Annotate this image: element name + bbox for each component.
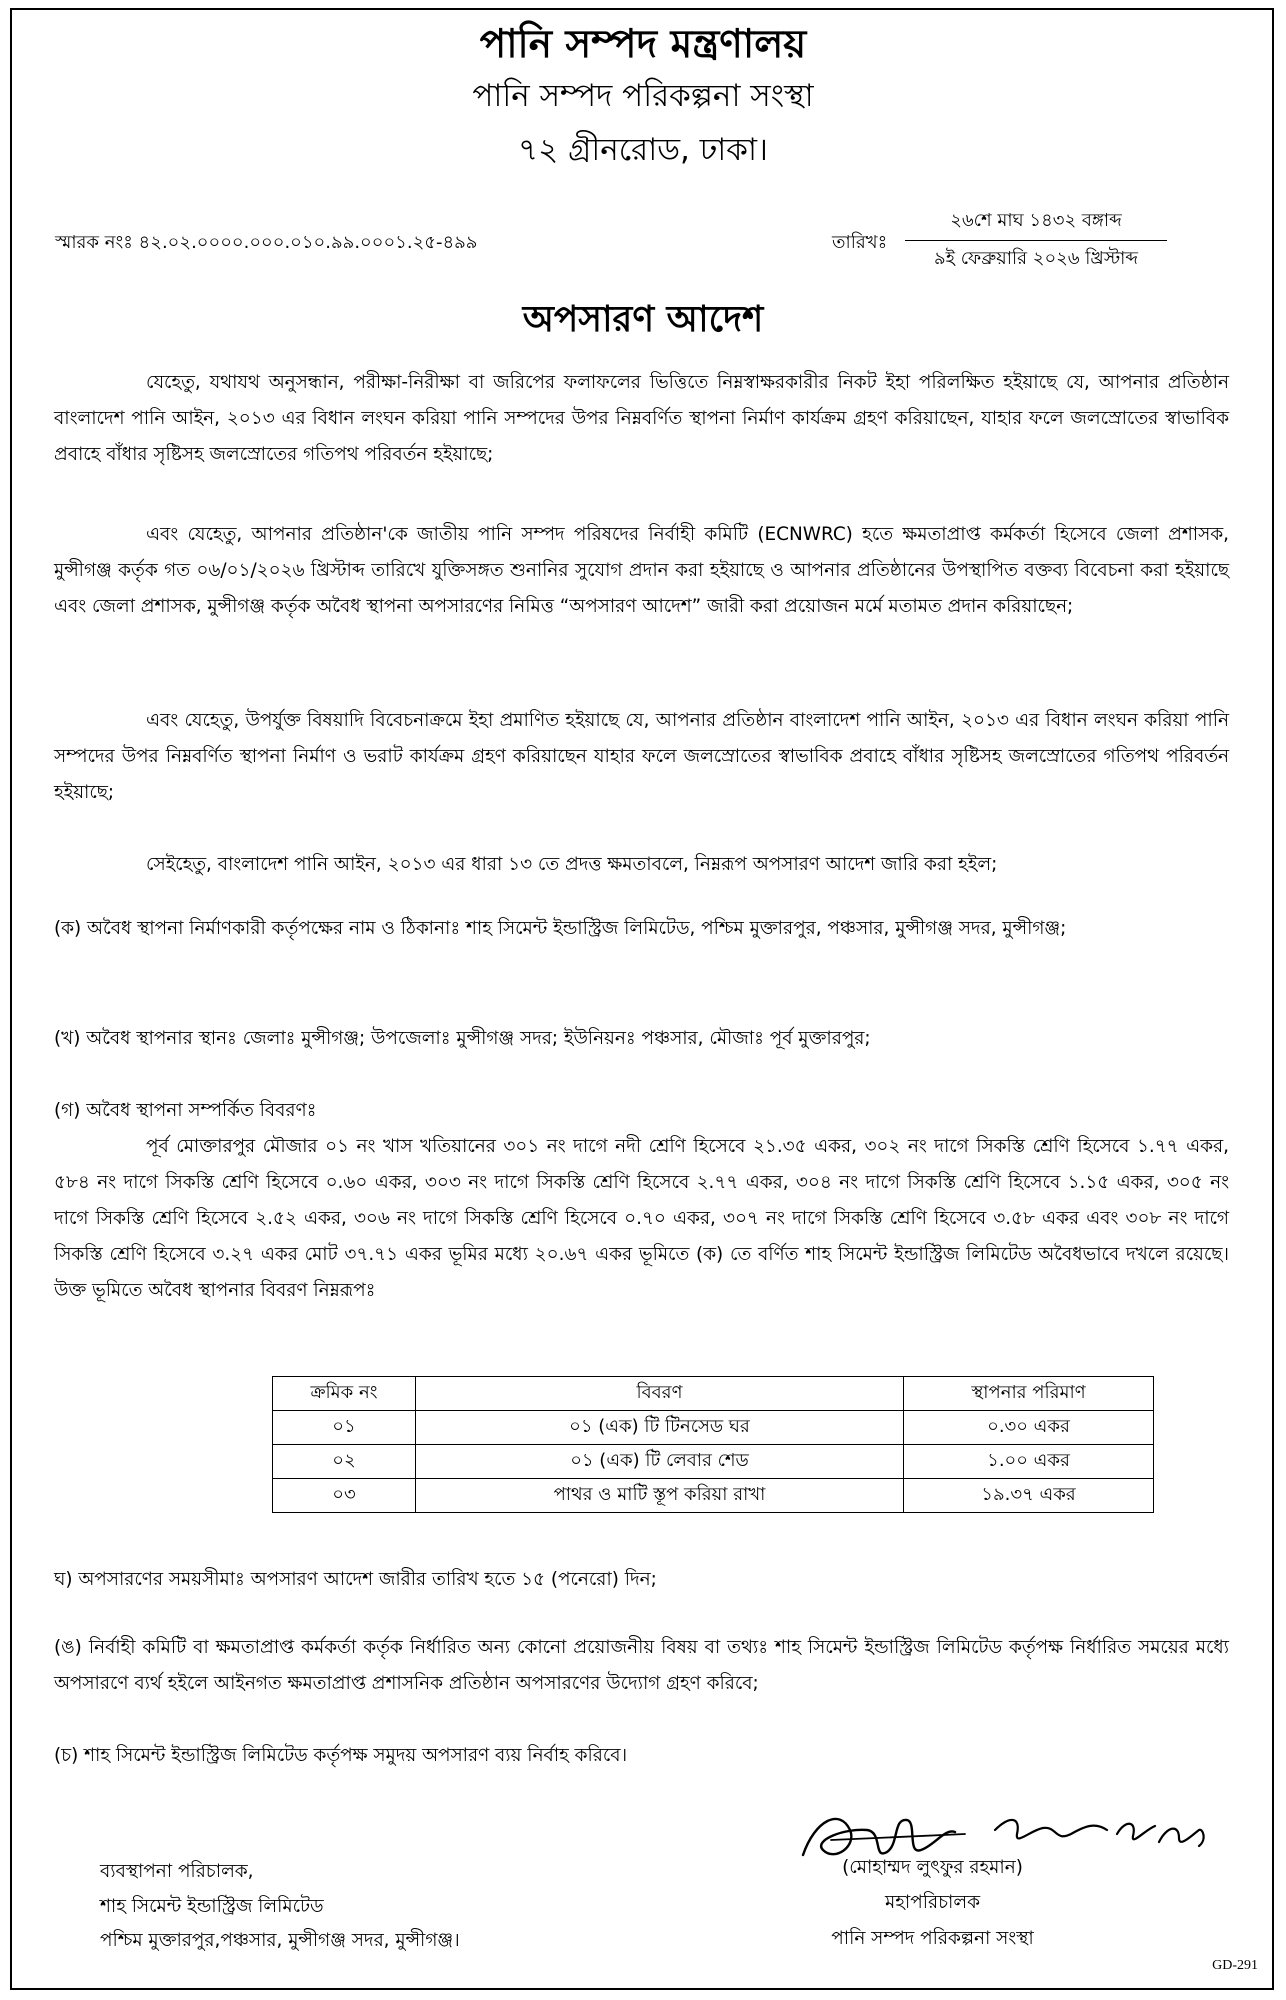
document-title: অপসারণ আদেশ xyxy=(522,299,764,340)
recipient-designation: ব্যবস্থাপনা পরিচালক, xyxy=(100,1861,254,1882)
cell-description: পাথর ও মাটি স্তূপ করিয়া রাখা xyxy=(416,1479,904,1513)
table-row xyxy=(273,1445,1154,1479)
memo-number: স্মারক নংঃ ৪২.০২.০০০০.০০০.০১০.৯৯.০০০১.২৫-৪৯৯ xyxy=(55,232,478,253)
clause-ga-details: পূর্ব মোক্তারপুর মৌজার ০১ নং খাস খতিয়ানের ৩০১ নং দাগে নদী শ্রেণি হিসেবে ২১.৩৫ একর, ৩০২ নং দাগে সিকস্তি শ্রেণি হিসেবে ১.৭৭ একর, ৫৮৪ নং দাগে সিকস্তি শ্রেণি হিসেবে ০.৬০ একর, ৩০৩ নং দাগে সিকস্তি শ্রেণি হিসেবে ২.৭৭ একর, ৩০৪ নং দাগে সিকস্তি শ্রেণি হিসেবে ১.১৫ একর, ৩০৫ নং দাগে সিকস্তি শ্রেণি হিসেবে ২.৫২ একর, ৩০৬ নং দাগে সিকস্তি শ্রেণি হিসেবে ০.৭০ একর, ৩০৭ নং দাগে সিকস্তি শ্রেণি হিসেবে ৩.৫৮ একর এবং ৩০৮ নং দাগে সিকস্তি শ্রেণি হিসেবে ৩.২৭ একর মোট ৩৭.৭১ একর ভূমির মধ্যে ২০.৬৭ একর ভূমিতে (ক) তে বর্ণিত শাহ সিমেন্ট ইন্ডাস্ট্রিজ লিমিটেড অবৈধভাবে দখলে রয়েছে। উক্ত ভূমিতে অবৈধ স্থাপনার বিবরণ নিম্নরূপঃ xyxy=(54,1136,1229,1301)
cell-description: ০১ (এক) টি লেবার শেড xyxy=(416,1445,904,1479)
clause-uma-other: (ঙ) নির্বাহী কমিটি বা ক্ষমতাপ্রাপ্ত কর্মকর্তা কর্তৃক নির্ধারিত অন্য কোনো প্রয়োজনীয় বিষয় বা তথ্যঃ শাহ সিমেন্ট ইন্ডাস্ট্রিজ লিমিটেড কর্তৃপক্ষ নির্ধারিত সময়ের মধ্যে অপসারণে ব্যর্থ হইলে আইনগত ক্ষমতাপ্রাপ্ত প্রশাসনিক প্রতিষ্ঠান অপসারণের উদ্যোগ গ্রহণ করিবে; xyxy=(54,1637,1229,1694)
signatory-designation: মহাপরিচালক xyxy=(885,1892,980,1913)
recipient-company: শাহ সিমেন্ট ইন্ডাস্ট্রিজ লিমিটেড xyxy=(100,1896,324,1917)
organization-heading: পানি সম্পদ পরিকল্পনা সংস্থা xyxy=(472,78,814,114)
table-row xyxy=(273,1479,1154,1513)
header-quantity: স্থাপনার পরিমাণ xyxy=(904,1377,1154,1411)
structures-table xyxy=(272,1376,1154,1513)
paragraph-whereas-2: এবং যেহেতু, আপনার প্রতিষ্ঠান'কে জাতীয় পানি সম্পদ পরিষদের নির্বাহী কমিটি (ECNWRC) হতে ক্ষমতাপ্রাপ্ত কর্মকর্তা হিসেবে জেলা প্রশাসক, মুন্সীগঞ্জ কর্তৃক গত ০৬/০১/২০২৬ খ্রিস্টাব্দ তারিখে যুক্তিসঙ্গত শুনানির সুযোগ প্রদান করা হইয়াছে ও আপনার প্রতিষ্ঠানের উপস্থাপিত বক্তব্য বিবেচনা করা হইয়াছে এবং জেলা প্রশাসক, মুন্সীগঞ্জ কর্তৃক অবৈধ স্থাপনা অপসারণের নিমিত্ত “অপসারণ আদেশ” জারী করা প্রয়োজন মর্মে মতামত প্রদান করিয়াছেন; xyxy=(54,524,1229,617)
header-description: বিবরণ xyxy=(416,1377,904,1411)
paragraph-whereas-3: এবং যেহেতু, উপর্যুক্ত বিষয়াদি বিবেচনাক্রমে ইহা প্রমাণিত হইয়াছে যে, আপনার প্রতিষ্ঠান বাংলাদেশ পানি আইন, ২০১৩ এর বিধান লংঘন করিয়া পানি সম্পদের উপর নিম্নবর্ণিত স্থাপনা নির্মাণ ও ভরাট কার্যক্রম গ্রহণ করিয়াছেন যাহার ফলে জলস্রোতের স্বাভাবিক প্রবাহে বাঁধার সৃষ্টিসহ জলস্রোতের গতিপথ পরিবর্তন হইয়াছে; xyxy=(54,710,1229,803)
clause-cha-cost: (চ) শাহ সিমেন্ট ইন্ডাস্ট্রিজ লিমিটেড কর্তৃপক্ষ সমুদয় অপসারণ ব্যয় নির্বাহ করিবে। xyxy=(54,1745,628,1766)
ministry-heading: পানি সম্পদ মন্ত্রণালয় xyxy=(479,22,807,67)
header-serial: ক্রমিক নং xyxy=(273,1377,416,1411)
table-row xyxy=(273,1411,1154,1445)
clause-gha-deadline: ঘ) অপসারণের সময়সীমাঃ অপসারণ আদেশ জারীর তারিখ হতে ১৫ (পনেরো) দিন; xyxy=(54,1569,657,1590)
cell-serial: ০১ xyxy=(273,1411,416,1445)
cell-serial: ০৩ xyxy=(273,1479,416,1513)
recipient-address: পশ্চিম মুক্তারপুর,পঞ্চসার, মুন্সীগঞ্জ সদর, মুন্সীগঞ্জ। xyxy=(100,1930,460,1951)
table-header-row xyxy=(273,1377,1154,1411)
clause-kha-location: (খ) অবৈধ স্থাপনার স্থানঃ জেলাঃ মুন্সীগঞ্জ; উপজেলাঃ মুন্সীগঞ্জ সদর; ইউনিয়নঃ পঞ্চসার, মৌজাঃ পূর্ব মুক্তারপুর; xyxy=(54,1028,871,1049)
clause-ka-owner: (ক) অবৈধ স্থাপনা নির্মাণকারী কর্তৃপক্ষের নাম ও ঠিকানাঃ শাহ সিমেন্ট ইন্ডাস্ট্রিজ লিমিটেড, পশ্চিম মুক্তারপুর, পঞ্চসার, মুন্সীগঞ্জ সদর, মুন্সীগঞ্জ; xyxy=(54,918,1067,939)
clause-ga-heading: (গ) অবৈধ স্থাপনা সম্পর্কিত বিবরণঃ xyxy=(54,1100,317,1121)
form-code: GD-291 xyxy=(1212,1958,1258,1973)
signatory-name: (মোহাম্মদ লুৎফুর রহমান) xyxy=(842,1857,1023,1878)
handwritten-signature xyxy=(795,1800,1215,1875)
cell-quantity: ১৯.৩৭ একর xyxy=(904,1479,1154,1513)
date-bangla: ২৬শে মাঘ ১৪৩২ বঙ্গাব্দ xyxy=(905,206,1167,241)
date-english: ৯ই ফেব্রুয়ারি ২০২৬ খ্রিস্টাব্দ xyxy=(933,248,1139,269)
cell-quantity: ১.০০ একর xyxy=(904,1445,1154,1479)
address-heading: ৭২ গ্রীনরোড, ঢাকা। xyxy=(517,132,769,168)
paragraph-order: সেইহেতু, বাংলাদেশ পানি আইন, ২০১৩ এর ধারা ১৩ তে প্রদত্ত ক্ষমতাবলে, নিম্নরূপ অপসারণ আদেশ জারি করা হইল; xyxy=(146,854,998,875)
signatory-organization: পানি সম্পদ পরিকল্পনা সংস্থা xyxy=(831,1928,1034,1949)
cell-quantity: ০.৩০ একর xyxy=(904,1411,1154,1445)
cell-serial: ০২ xyxy=(273,1445,416,1479)
cell-description: ০১ (এক) টি টিনসেড ঘর xyxy=(416,1411,904,1445)
date-label: তারিখঃ xyxy=(832,232,888,253)
paragraph-whereas-1: যেহেতু, যথাযথ অনুসন্ধান, পরীক্ষা-নিরীক্ষা বা জরিপের ফলাফলের ভিত্তিতে নিম্নস্বাক্ষরকারীর নিকট ইহা পরিলক্ষিত হইয়াছে যে, আপনার প্রতিষ্ঠান বাংলাদেশ পানি আইন, ২০১৩ এর বিধান লংঘন করিয়া পানি সম্পদের উপর নিম্নবর্ণিত স্থাপনা নির্মাণ কার্যক্রম গ্রহণ করিয়াছেন, যাহার ফলে জলস্রোতের স্বাভাবিক প্রবাহে বাঁধার সৃষ্টিসহ জলস্রোতের গতিপথ পরিবর্তন হইয়াছে; xyxy=(54,372,1229,465)
